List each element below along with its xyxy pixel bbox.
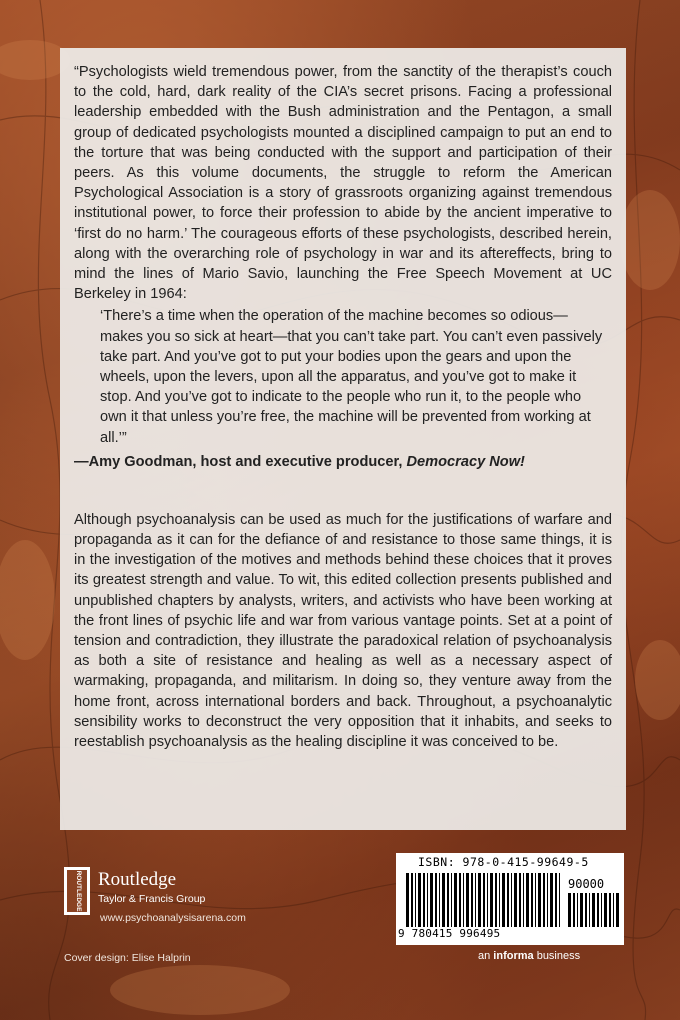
barcode-box xyxy=(396,853,624,945)
routledge-logo-icon xyxy=(64,867,90,915)
attribution-work: Democracy Now! xyxy=(406,453,525,470)
publisher-url[interactable]: www.psychoanalysisarena.com xyxy=(100,912,246,924)
savio-quote: ‘There’s a time when the operation of the machine becomes so odious—makes you so sick at heart—that you can’t take part. You can’t even passively take part. And you’ve got to put your bodies upon the gears and upon the wheels, upon the levers, upon all the apparatus, and you’ve got to make it stop. And you’ve got to indicate to the people who run it, to the people who own it that unless you’re free, the machine will be prevented from working at all.’” xyxy=(100,308,603,446)
cover-design-credit: Cover design: Elise Halprin xyxy=(64,952,191,964)
book-description: Although psychoanalysis can be used as much for the justifications of warfare and propaganda as it can for the defiance of and resistance to those same things, it is in the investigation of the motives and methods behind these choices that it proves its greatest strength and value. To wit, this edited collection presents published and unpublished chapters by analysts, writers, and activists who have been working at the front lines of psychic life and war from various vantage points. Set at a point of tension and contradiction, they illustrate the paradoxical relation of psychoanalysis as both a site of resistance and healing as well as a necessary aspect of warmaking, propaganda, and militarism. In doing so, they venture away from the home front, across international borders and back. Throughout, a psychoanalytic sensibility works to deconstruct the very opposition that it inhabits, and seeks to reestablish psychoanalysis as the healing discipline it was conceived to be. xyxy=(74,511,612,751)
logo-letters: ROUTLEDGE xyxy=(75,870,82,912)
isbn-label: ISBN: 978-0-415-99649-5 xyxy=(418,855,589,869)
publisher-name: Routledge xyxy=(98,869,177,890)
price-code: 90000 xyxy=(568,877,605,891)
informa-prefix: an xyxy=(478,950,494,962)
text-panel xyxy=(60,48,626,830)
barcode-digits: 9 780415 996495 xyxy=(398,927,501,940)
informa-tagline xyxy=(478,950,580,962)
publisher-group: Taylor & Francis Group xyxy=(98,893,206,905)
informa-suffix: business xyxy=(533,950,581,962)
quote-attribution xyxy=(74,452,612,472)
endorsement-quote: “Psychologists wield tremendous power, from the sanctity of the therapist’s couch to the cold, hard, dark reality of the CIA’s secret prisons. Facing a professional leadership embedded with the Bush administration and the Pentagon, a small group of dedicated psychologists mounted a disciplined campaign to put an end to the torture that was being conducted with the support and participation of their peers. As this volume documents, the struggle to reform the American Psychological Association is a story of grassroots organizing against tremendous institutional power, to force their profession to abide by the ancient imperative to ‘first do no harm.’ The courageous efforts of these psychologists, described herein, along with the overarching role of psychology in war and its aftereffects, bring to mind the lines of Mario Savio, launching the Free Speech Movement at UC Berkeley in 1964: xyxy=(74,64,612,303)
attribution-prefix: —Amy Goodman, host and executive producer, xyxy=(74,453,407,470)
informa-brand: informa xyxy=(493,950,534,962)
